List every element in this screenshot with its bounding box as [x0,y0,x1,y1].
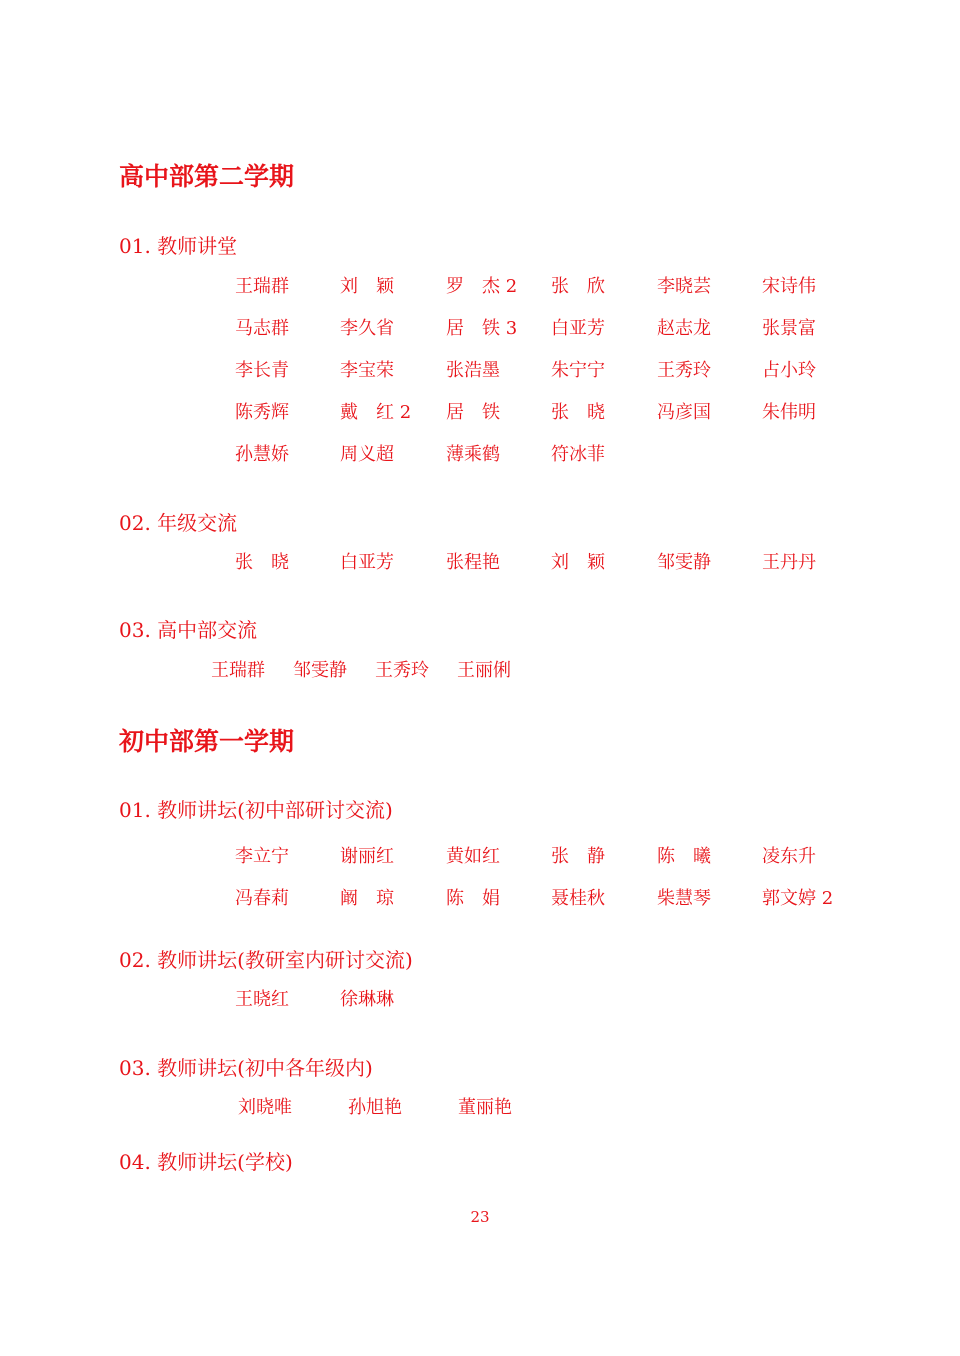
teacher-name: 王瑞群 [235,276,289,297]
section-heading-junior-school: 初中部第一学期 [119,727,295,756]
subsection-label-teacher-lecture: 01. 教师讲堂 [119,234,238,258]
teacher-name: 孙慧娇 [235,444,289,465]
teacher-name: 薄乘鹤 [446,444,500,465]
teacher-name: 王晓红 [235,989,289,1010]
teacher-name: 谢丽红 [340,846,394,867]
teacher-name: 郭文婷 2 [762,888,834,909]
teacher-name: 李久省 [340,318,394,339]
teacher-name: 李立宁 [235,846,289,867]
teacher-name: 居 铁 3 [446,318,518,339]
teacher-name: 王秀玲 [375,660,429,681]
subsection-label-office-forum: 02. 教师讲坛(教研室内研讨交流) [119,948,413,972]
teacher-name: 陈秀辉 [235,402,289,423]
teacher-name: 冯彦国 [657,402,711,423]
teacher-name: 赵志龙 [657,318,711,339]
teacher-name: 居 铁 [446,402,500,423]
teacher-name: 刘晓唯 [238,1097,292,1118]
teacher-name: 宋诗伟 [762,276,816,297]
teacher-name: 罗 杰 2 [446,276,518,297]
teacher-name: 李宝荣 [340,360,394,381]
teacher-name: 邹雯静 [293,660,347,681]
teacher-name: 陈 娟 [446,888,500,909]
teacher-name: 张 静 [551,846,605,867]
page-number: 23 [470,1208,490,1226]
teacher-name: 张 欣 [551,276,605,297]
subsection-label-school-forum: 04. 教师讲坛(学校) [119,1150,293,1174]
teacher-name: 朱伟明 [762,402,816,423]
teacher-name: 李晓芸 [657,276,711,297]
teacher-name: 徐琳琳 [340,989,394,1010]
teacher-name: 王瑞群 [211,660,265,681]
teacher-name: 董丽艳 [458,1097,512,1118]
teacher-name: 柴慧琴 [657,888,711,909]
teacher-name: 白亚芳 [340,552,394,573]
teacher-name: 张浩墨 [446,360,500,381]
teacher-name: 凌东升 [762,846,816,867]
teacher-name: 张 晓 [551,402,605,423]
teacher-name: 刘 颖 [340,276,394,297]
section-heading-high-school: 高中部第二学期 [119,162,295,191]
teacher-name: 占小玲 [762,360,816,381]
teacher-name: 聂桂秋 [551,888,605,909]
teacher-name: 符冰菲 [551,444,605,465]
teacher-name: 张 晓 [235,552,289,573]
subsection-label-high-school-exchange: 03. 高中部交流 [119,618,258,642]
teacher-name: 白亚芳 [551,318,605,339]
teacher-name: 冯春莉 [235,888,289,909]
teacher-name: 陈 曦 [657,846,711,867]
teacher-name: 周义超 [340,444,394,465]
teacher-name: 朱宁宁 [551,360,605,381]
subsection-label-junior-forum: 01. 教师讲坛(初中部研讨交流) [119,798,393,822]
teacher-name: 张景富 [762,318,816,339]
teacher-name: 阚 琼 [340,888,394,909]
subsection-label-grade-forum: 03. 教师讲坛(初中各年级内) [119,1056,373,1080]
teacher-name: 刘 颖 [551,552,605,573]
teacher-name: 张程艳 [446,552,500,573]
teacher-name: 王丽俐 [457,660,511,681]
teacher-name: 李长青 [235,360,289,381]
teacher-name: 戴 红 2 [340,402,412,423]
teacher-name: 孙旭艳 [348,1097,402,1118]
teacher-name: 邹雯静 [657,552,711,573]
subsection-label-grade-exchange: 02. 年级交流 [119,511,238,535]
teacher-name: 黄如红 [446,846,500,867]
teacher-name: 马志群 [235,318,289,339]
teacher-name: 王丹丹 [762,552,816,573]
teacher-name: 王秀玲 [657,360,711,381]
